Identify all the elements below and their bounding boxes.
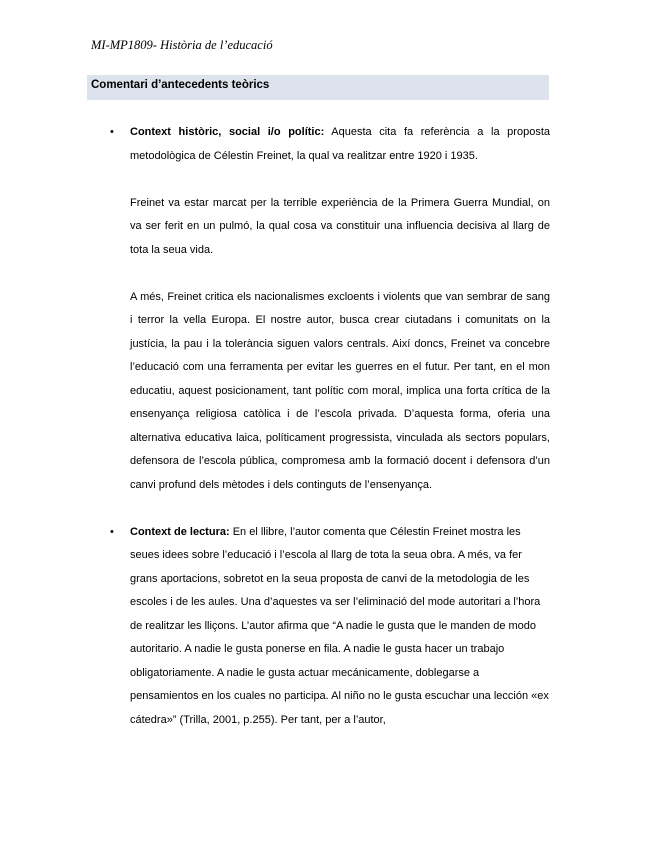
- paragraph: A més, Freinet critica els nacionalismes excloents i violents que van sembrar de sang i terror la vella Europa. El nostre autor, busca crear ciutadans i comunitats on la justícia, la pau i la tolerància siguen valors centrals. Així doncs, Freinet va concebre l’educació com una ferramenta per evitar les guerres en el futur. Per tant, en el mon educatiu, aquest posicionament, tant polític com moral, implica una forta crítica de la ensenyança religiosa catòlica i de l’escola privada. D’aquesta forma, oferia una alternativa educativa laica, políticament progressista, vinculada als sectors populars, defensora de l’escola pública, compromesa amb la formació docent i defensora d’un canvi profund dels mètodes i dels continguts de l’ensenyança.: [130, 290, 550, 491]
- bullet-item-context-lectura: [110, 521, 550, 733]
- document-header: [91, 38, 273, 53]
- paragraph: [130, 521, 550, 733]
- course-title-rest: de l’educació: [201, 38, 273, 52]
- section-title: Comentari d’antecedents teòrics: [91, 79, 270, 91]
- course-code: MI-MP1809-: [91, 38, 161, 52]
- bullet-label: Context històric, social i/o polític:: [130, 126, 325, 138]
- paragraph-text-tail: Per tant, per a l’autor,: [277, 713, 386, 726]
- paragraph: [130, 121, 550, 168]
- paragraph: Freinet va estar marcat per la terrible experiència de la Primera Guerra Mundial, on va ser ferit en un pulmó, la qual cosa va constituir una influencia decisiva al llarg de tota la seua vida.: [130, 196, 550, 256]
- bullet-icon: •: [110, 525, 114, 538]
- paragraph-text: En el llibre, l’autor comenta que Célestin Freinet mostra les seues idees sobre l’educació i l’escola al llarg de tota la seua obra. A més, va fer grans aportacions, sobretot en la seua proposta de canvi de la metodologia de les escoles i de les aules. Una d’aquestes va ser l’eliminació del mode autoritari a l’hora de realitzar les lliçons. L’autor afirma que “A nadie le gusta que le manden de modo autoritario. A nadie le gusta ponerse en fila. A nadie le gusta hacer un trabajo obligatoriamente. A nadie le gusta actuar mecánicamente, doblegarse a pensamientos en los cuales no participa. Al niño no le gusta escuchar una lección «ex cátedra»” (Trilla, 2001, p.255).: [130, 525, 549, 726]
- bullet-label: Context de lectura:: [130, 525, 230, 538]
- bullet-item-context-historic: [110, 121, 550, 497]
- paragraph-text: Aquesta cita fa referència a la proposta metodològica de Célestin Freinet, la qual va realitzar entre 1920 i 1935.: [130, 126, 550, 162]
- course-title-italic: Història: [160, 38, 202, 52]
- bullet-icon: •: [110, 126, 114, 138]
- document-body: [110, 121, 550, 732]
- section-heading-bar: [87, 75, 549, 100]
